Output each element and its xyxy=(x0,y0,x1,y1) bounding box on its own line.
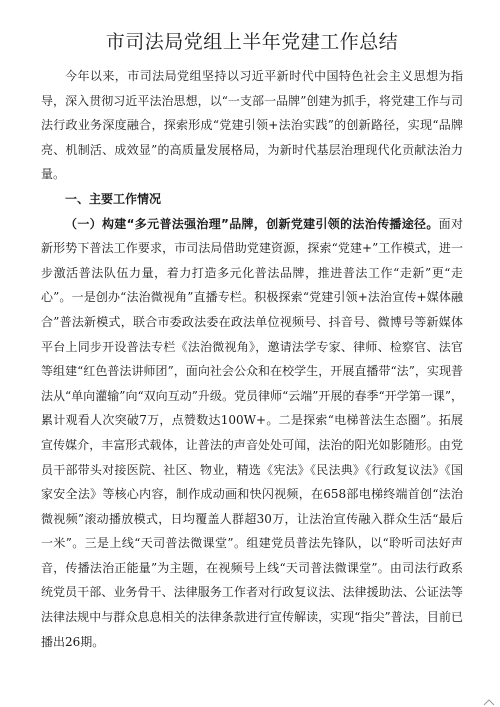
intro-paragraph: 今年以来，市司法局党组坚持以习近平新时代中国特色社会主义思想为指导，深入贯彻习近平法治思想，以“一支部一品牌”创建为抓手，将党建工作与司法行政业务深度融合，探索形成“党建引领+法治实践”的创新路径，实现“品牌亮、机制活、成效显”的高质量发展格局，为新时代基层治理现代化贡献法治力量。 xyxy=(41,69,463,182)
document-title: 市司法局党组上半年党建工作总结 xyxy=(105,31,399,53)
subsection-body: 面对新形势下普法工作要求，市司法局借助党建资源，探索“党建+”工作模式，进一步激活普法队伍力量，着力打造多元化普法品牌，推进普法工作“走新”更“走心”。一是创办“法治微视角”直播专栏。积极探索“党建引领+法治宣传+媒体融合”普法新模式，联合市委政法委在政法单位视频号、抖音号、微博号等新媒体平台上同步开设普法专栏《法治微视角》，邀请法学专家、律师、检察官、法官等组建“红色普法讲师团”，面向社会公众和在校学生，开展直播带“法”，实现普法从“单向灌输”向“双向互动”升级。党员律师“云端”开展的春季“开学第一课”，累计观看人次突破7万，点赞数达100W+。二是探索“电梯普法生态圈”。拓展宣传媒介，丰富形式载体，让普法的声音处处可闻，法治的阳光如影随形。由党员干部带头对接医院、社区、物业，精选《宪法》《民法典》《行政复议法》《国家安全法》等核心内容，制作成动画和快闪视频，在658部电梯终端首创“法治微视频”滚动播放模式，日均覆盖人群超30万，让法治宣传融入群众生活“最后一米”。三是上线“天司普法微课堂”。组建党员普法先锋队，以“聆听司法好声音，传播法治正能量”为主题，在视频号上线“天司普法微课堂”。由司法行政系统党员干部、业务骨干、法律服务工作者对行政复议法、法律援助法、公证法等法律法规中与群众息息相关的法律条款进行宣传解读，实现“指尖”普法，目前已播出26期。 xyxy=(41,216,463,649)
section-heading: 一、主要工作情况 xyxy=(65,191,162,206)
corner-mark-icon xyxy=(482,699,496,707)
subsection-paragraph xyxy=(41,212,463,655)
subsection-heading: （一）构建“多元普法强治理”品牌，创新党建引领的法治传播途径。 xyxy=(65,216,439,231)
